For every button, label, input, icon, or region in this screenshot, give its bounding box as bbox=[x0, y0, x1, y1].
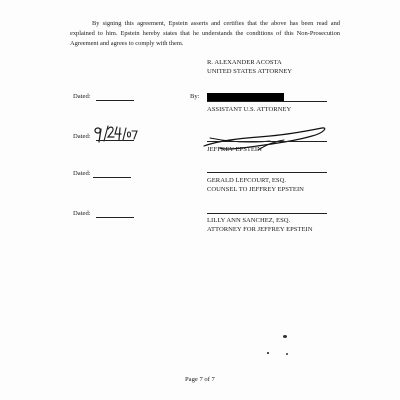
lefcourt-name: GERALD LEFCOURT, ESQ. bbox=[207, 177, 286, 184]
dated-label-2: Dated: bbox=[73, 133, 91, 140]
scan-speck bbox=[283, 335, 287, 338]
lefcourt-role: COUNSEL TO JEFFREY EPSTEIN bbox=[207, 186, 304, 193]
us-attorney-title: UNITED STATES ATTORNEY bbox=[207, 68, 293, 75]
sanchez-role: ATTORNEY FOR JEFFREY EPSTEIN bbox=[207, 226, 313, 233]
signature-line-lefcourt bbox=[207, 172, 327, 173]
us-attorney-name: R. ALEXANDER ACOSTA bbox=[207, 59, 282, 66]
by-label: By: bbox=[190, 93, 200, 100]
sanchez-name: LILLY ANN SANCHEZ, ESQ. bbox=[207, 217, 291, 224]
handwritten-date bbox=[92, 120, 140, 146]
dated-label-1: Dated: bbox=[73, 93, 91, 100]
signature-line-sanchez bbox=[207, 213, 327, 214]
signature-line-ausa bbox=[207, 101, 327, 102]
date-line-4 bbox=[96, 217, 134, 218]
agreement-paragraph: By signing this agreement, Epstein asserts and certifies that the above has been read and explained to him. Epstein hereby states that he understands the conditions of this Non-Prosecution Agreement and agrees to comply with them. bbox=[70, 20, 340, 47]
date-line-2 bbox=[96, 140, 134, 141]
date-line-1 bbox=[96, 100, 134, 101]
date-line-3 bbox=[93, 177, 131, 178]
ausa-title: ASSISTANT U.S. ATTORNEY bbox=[207, 106, 292, 113]
dated-label-4: Dated: bbox=[73, 210, 91, 217]
scan-speck bbox=[267, 352, 269, 354]
dated-label-3: Dated: bbox=[73, 170, 91, 177]
signature-line-epstein bbox=[207, 141, 327, 142]
page-number: Page 7 of 7 bbox=[185, 376, 215, 383]
epstein-name: JEFFREY EPSTEIN bbox=[207, 146, 262, 153]
scan-speck bbox=[286, 353, 288, 355]
